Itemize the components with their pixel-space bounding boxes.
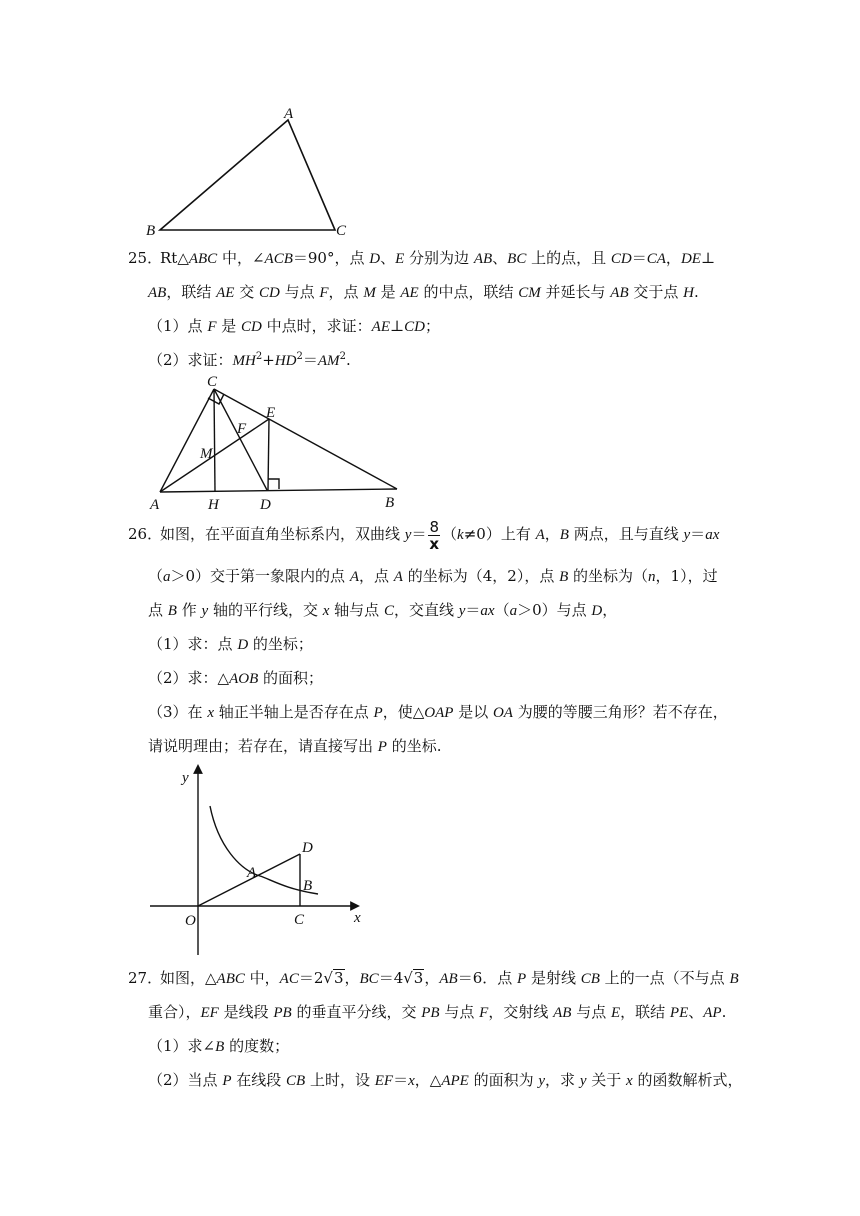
- label-b: B: [146, 223, 156, 239]
- label-b: B: [303, 878, 313, 894]
- q26-part3b: 请说明理由；若存在，请直接写出 P 的坐标.: [148, 737, 442, 755]
- label-a: A: [284, 106, 294, 122]
- triangle-abc-shape: [160, 120, 335, 230]
- q25-number: 25．: [128, 249, 163, 267]
- label-c: C: [336, 223, 347, 239]
- q26-line1: 如图，在平面直角坐标系内，双曲线 y＝ $\frac{8}{x}$ （k≠0）上有 A，B 两点，且与直线 y＝ax: [160, 517, 720, 553]
- label-a: A: [247, 865, 257, 881]
- figure-q25: [140, 372, 420, 512]
- label-h: H: [208, 497, 219, 512]
- label-o: O: [185, 913, 196, 929]
- label-c: C: [207, 374, 218, 390]
- q25-part2: （2）求证：$MH^2+HD^2=AM^2$.: [148, 351, 351, 369]
- label-m: M: [200, 446, 213, 462]
- q27-part1: （1）求∠B 的度数；: [148, 1037, 290, 1055]
- label-e: E: [266, 405, 276, 421]
- label-y: y: [182, 770, 189, 786]
- label-c: C: [294, 912, 305, 928]
- figure-triangle-abc: [140, 100, 370, 240]
- q27-line1: 如图，△ABC 中，AC＝2√3，BC＝4√3，AB＝6．点 P 是射线 CB 上的一点（不与点 B: [160, 969, 739, 987]
- q27-number: 27．: [128, 969, 163, 987]
- label-x: x: [354, 910, 361, 926]
- label-b: B: [385, 495, 395, 511]
- q26-part1: （1）求：点 D 的坐标；: [148, 635, 313, 653]
- label-f: F: [237, 421, 247, 437]
- q25-line1: Rt△ABC 中，∠ACB＝90°，点 D、E 分别为边 AB、BC 上的点，且 CD＝CA，DE⊥: [160, 249, 716, 267]
- figure-q26: [140, 760, 380, 960]
- label-a: A: [150, 497, 160, 512]
- q26-part3a: （3）在 x 轴正半轴上是否存在点 P，使△OAP 是以 OA 为腰的等腰三角形？若不存在，: [148, 703, 728, 721]
- q26-line3: 点 B 作 y 轴的平行线，交 x 轴与点 C，交直线 y＝ax（a＞0）与点 D，: [148, 601, 618, 619]
- q27-line2: 重合），EF 是线段 PB 的垂直平分线，交 PB 与点 F，交射线 AB 与点 E，联结 PE、AP.: [148, 1003, 727, 1021]
- q26-part2: （2）求：△AOB 的面积；: [148, 669, 324, 687]
- fraction-8-over-x: $\frac{8}{x}$: [429, 517, 440, 553]
- segment-ac: [160, 389, 214, 492]
- q26-line2: （a＞0）交于第一象限内的点 A，点 A 的坐标为（4，2），点 B 的坐标为（n，1），过: [148, 567, 718, 585]
- segment-cb: [214, 389, 397, 489]
- q25-part1: （1）点 F 是 CD 中点时，求证：AE⊥CD；: [148, 317, 440, 335]
- segment-ch: [214, 389, 215, 492]
- label-d: D: [302, 840, 313, 856]
- q25-line2: AB，联结 AE 交 CD 与点 F，点 M 是 AE 的中点，联结 CM 并延长与 AB 交于点 H.: [148, 283, 699, 301]
- q26-number: 26．: [128, 525, 163, 543]
- q27-part2: （2）当点 P 在线段 CB 上时，设 EF＝x，△APE 的面积为 y，求 y 关于 x 的函数解析式，: [148, 1071, 743, 1089]
- right-angle-d: [268, 479, 279, 489]
- segment-ab: [160, 489, 397, 492]
- label-d: D: [260, 497, 271, 512]
